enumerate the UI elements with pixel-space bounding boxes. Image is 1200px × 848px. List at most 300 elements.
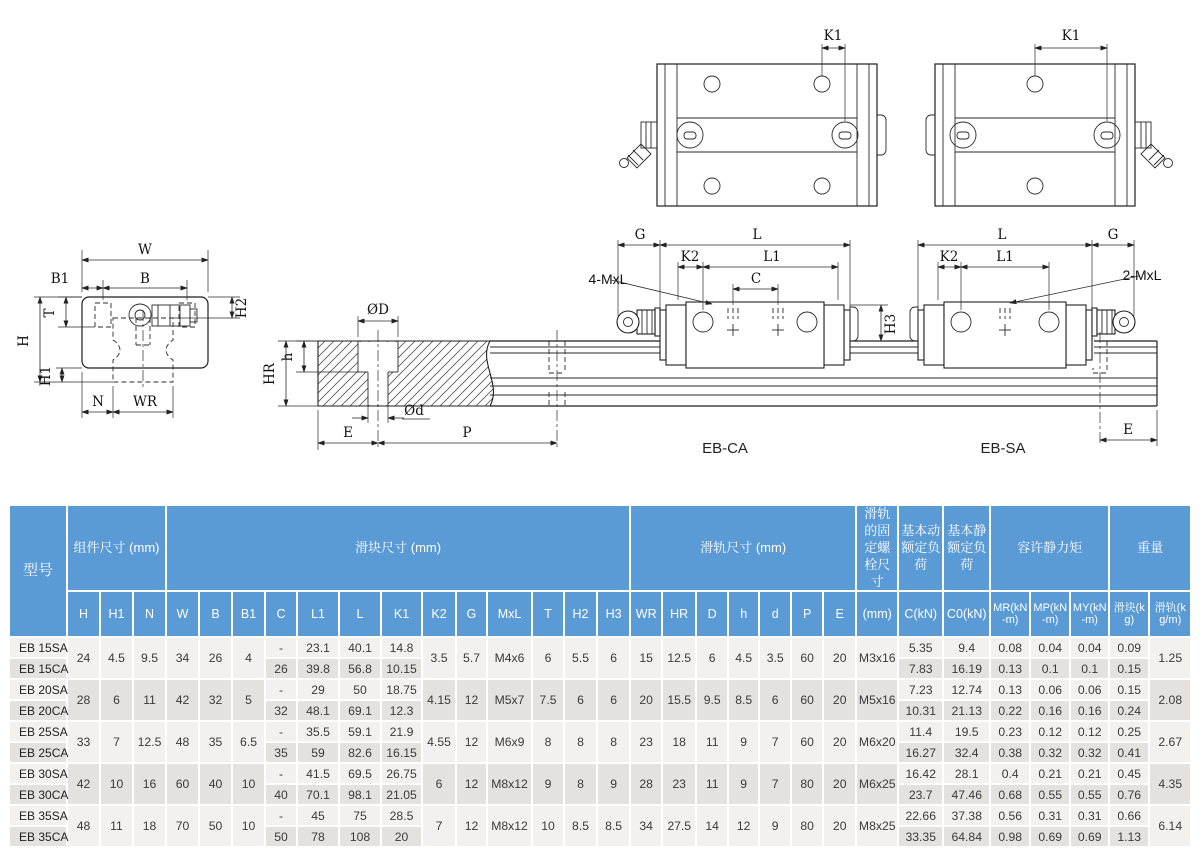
cell-my: 0.12 [1071, 722, 1108, 741]
cell-h1: 4.5 [101, 638, 132, 678]
col-header-1-7: K2 [423, 592, 455, 636]
dim-label-k1-ca: K1 [823, 28, 843, 44]
cell-h1: 7 [101, 722, 132, 762]
callout-2mxl: 2-MxL [1122, 267, 1162, 283]
cell-block-kg: 0.15 [1110, 659, 1148, 678]
dim-label-w: W [138, 242, 152, 258]
col-header-1-11: H2 [565, 592, 596, 636]
cell-h: 28 [68, 680, 99, 720]
table-row [10, 722, 1190, 741]
cell-h2: 5.5 [565, 638, 596, 678]
cell-wr: 20 [631, 680, 661, 720]
group-header-assembly-size: 组件尺寸 (mm) [68, 506, 165, 590]
cell-w: 42 [167, 680, 198, 720]
cell-c-kn: 11.4 [899, 722, 942, 741]
cell-c-kn: 33.35 [899, 827, 942, 846]
cell-mxl: M8x12 [488, 806, 531, 846]
cell-t: 6 [533, 638, 563, 678]
cell-p: 60 [792, 680, 822, 720]
cell-d: 7 [760, 764, 790, 804]
cell-mr: 0.68 [991, 785, 1029, 804]
cell-l: 75 [340, 806, 380, 825]
cell-g: 12 [457, 722, 486, 762]
cell-model: EB 20SA [10, 680, 66, 699]
cell-p: 60 [792, 638, 822, 678]
cell-b1: 6.5 [233, 722, 264, 762]
cell-model: EB 30CA [10, 785, 66, 804]
cell-l: 56.8 [340, 659, 380, 678]
dim-label-g-ca: G [634, 227, 646, 243]
cell-wr: 15 [631, 638, 661, 678]
cell-h: 33 [68, 722, 99, 762]
col-header-2-3: h [729, 592, 758, 636]
col-header-1-3: C [266, 592, 296, 636]
cell-w: 60 [167, 764, 198, 804]
cell-wr: 28 [631, 764, 661, 804]
cell-model: EB 35SA [10, 806, 66, 825]
cell-b1: 4 [233, 638, 264, 678]
cell-h: 8.5 [729, 680, 758, 720]
table-row [10, 638, 1190, 657]
cell-d: 3.5 [760, 638, 790, 678]
cell-b: 32 [200, 680, 231, 720]
cell-k1: 21.05 [382, 785, 421, 804]
side-view-eb-ca [589, 227, 899, 457]
cell-model: EB 35CA [10, 827, 66, 846]
cell-hr: 12.5 [663, 638, 695, 678]
cell-l1: 39.8 [298, 659, 338, 678]
cell-d: 11 [697, 764, 727, 804]
cell-bolt-mm: M5x16 [857, 680, 897, 720]
cell-rail-kg-m: 1.25 [1150, 638, 1190, 678]
table-group-header-row [10, 506, 1190, 590]
cell-block-kg: 0.24 [1110, 701, 1148, 720]
cell-k1: 20 [382, 827, 421, 846]
cell-c: - [266, 722, 296, 741]
cell-h1: 6 [101, 680, 132, 720]
cell-c0-kn: 28.1 [944, 764, 989, 783]
col-header-1-6: K1 [382, 592, 421, 636]
cell-my: 0.06 [1071, 680, 1108, 699]
col-header-1-12: H3 [598, 592, 629, 636]
cell-w: 34 [167, 638, 198, 678]
col-header-0-1: H1 [101, 592, 132, 636]
cell-mp: 0.21 [1031, 764, 1069, 783]
cell-my: 0.1 [1071, 659, 1108, 678]
cell-wr: 23 [631, 722, 661, 762]
col-header-1-8: G [457, 592, 486, 636]
cell-rail-kg-m: 2.08 [1150, 680, 1190, 720]
cell-d: 6 [760, 680, 790, 720]
col-header-6-1: MP(kN-m) [1031, 592, 1069, 636]
cell-h: 9 [729, 722, 758, 762]
cell-e: 20 [824, 638, 855, 678]
cell-model: EB 25SA [10, 722, 66, 741]
cell-t: 9 [533, 764, 563, 804]
cell-mr: 0.08 [991, 638, 1029, 657]
cell-mxl: M4x6 [488, 638, 531, 678]
cell-e: 20 [824, 722, 855, 762]
dim-label-t: T [42, 308, 58, 318]
cell-l1: 48.1 [298, 701, 338, 720]
cell-n: 18 [134, 806, 165, 846]
dim-label-h3: H3 [883, 313, 899, 335]
group-header-weight: 重量 [1110, 506, 1190, 590]
cell-k2: 3.5 [423, 638, 455, 678]
cell-my: 0.04 [1071, 638, 1108, 657]
dim-label-k2-ca: K2 [680, 249, 700, 265]
cell-b1: 10 [233, 764, 264, 804]
cell-mr: 0.23 [991, 722, 1029, 741]
cell-l: 108 [340, 827, 380, 846]
cell-mr: 0.38 [991, 743, 1029, 762]
cell-c-kn: 23.7 [899, 785, 942, 804]
cell-mxl: M6x9 [488, 722, 531, 762]
cell-c0-kn: 12.74 [944, 680, 989, 699]
view-caption-eb-ca: EB-CA [702, 440, 748, 457]
spec-table [8, 504, 1192, 848]
cell-rail-kg-m: 4.35 [1150, 764, 1190, 804]
col-header-1-1: B [200, 592, 231, 636]
cell-h2: 6 [565, 680, 596, 720]
col-header-7-1: 滑轨(kg/m) [1150, 592, 1190, 636]
cell-c0-kn: 16.19 [944, 659, 989, 678]
cell-l1: 35.5 [298, 722, 338, 741]
cell-c-kn: 16.27 [899, 743, 942, 762]
dim-label-l1-ca: L1 [763, 249, 781, 265]
block-top-view-ca [620, 28, 887, 206]
cell-block-kg: 0.15 [1110, 680, 1148, 699]
cell-my: 0.16 [1071, 701, 1108, 720]
cell-t: 10 [533, 806, 563, 846]
cell-h2: 8.5 [565, 806, 596, 846]
col-header-3-0: (mm) [857, 592, 897, 636]
cell-c0-kn: 47.46 [944, 785, 989, 804]
cell-bolt-mm: M6x20 [857, 722, 897, 762]
cell-bolt-mm: M6x25 [857, 764, 897, 804]
cell-c0-kn: 9.4 [944, 638, 989, 657]
cell-mp: 0.16 [1031, 701, 1069, 720]
cell-h: 4.5 [729, 638, 758, 678]
view-caption-eb-sa: EB-SA [980, 440, 1026, 457]
dim-label-n: N [92, 394, 104, 410]
col-header-1-0: W [167, 592, 198, 636]
cell-l: 59.1 [340, 722, 380, 741]
cell-l: 40.1 [340, 638, 380, 657]
cell-c0-kn: 21.13 [944, 701, 989, 720]
cell-n: 16 [134, 764, 165, 804]
cell-g: 12 [457, 806, 486, 846]
cell-mp: 0.04 [1031, 638, 1069, 657]
group-header-dynamic-load: 基本动额定负荷 [899, 506, 942, 590]
cell-mp: 0.32 [1031, 743, 1069, 762]
dim-label-p: P [462, 425, 472, 441]
cell-wr: 34 [631, 806, 661, 846]
cell-h: 48 [68, 806, 99, 846]
cell-l1: 59 [298, 743, 338, 762]
dim-label-h: H [16, 335, 32, 347]
cell-my: 0.21 [1071, 764, 1108, 783]
cell-bolt-mm: M3x16 [857, 638, 897, 678]
cell-k2: 6 [423, 764, 455, 804]
dim-label-e-rail: E [343, 425, 353, 441]
cell-h3: 6 [598, 638, 629, 678]
dim-label-h2: H2 [234, 297, 250, 319]
cell-d: 7 [760, 722, 790, 762]
cell-block-kg: 0.25 [1110, 722, 1148, 741]
cell-b1: 5 [233, 680, 264, 720]
cell-c-kn: 22.66 [899, 806, 942, 825]
cell-c: 26 [266, 659, 296, 678]
cell-mr: 0.98 [991, 827, 1029, 846]
cell-l1: 23.1 [298, 638, 338, 657]
dim-label-l-ca: L [752, 227, 762, 243]
cell-h2: 8 [565, 764, 596, 804]
col-header-2-4: d [760, 592, 790, 636]
col-header-2-5: P [792, 592, 822, 636]
dim-label-k2-sa: K2 [939, 249, 959, 265]
block-front-view [16, 242, 250, 418]
cell-mp: 0.69 [1031, 827, 1069, 846]
cell-mp: 0.55 [1031, 785, 1069, 804]
col-header-1-5: L [340, 592, 380, 636]
cell-rail-kg-m: 2.67 [1150, 722, 1190, 762]
cell-block-kg: 1.13 [1110, 827, 1148, 846]
cell-mr: 0.22 [991, 701, 1029, 720]
cell-model: EB 25CA [10, 743, 66, 762]
cell-l: 50 [340, 680, 380, 699]
cell-w: 70 [167, 806, 198, 846]
cell-mr: 0.13 [991, 659, 1029, 678]
dim-label-g-sa: G [1107, 227, 1119, 243]
cell-c-kn: 7.23 [899, 680, 942, 699]
cell-my: 0.31 [1071, 806, 1108, 825]
cell-d: 6 [697, 638, 727, 678]
dim-label-wr: WR [132, 394, 158, 410]
group-header-rail-size: 滑轨尺寸 (mm) [631, 506, 855, 590]
cell-t: 8 [533, 722, 563, 762]
cell-model: EB 30SA [10, 764, 66, 783]
col-header-0-0: H [68, 592, 99, 636]
cell-mp: 0.06 [1031, 680, 1069, 699]
cell-k1: 16.15 [382, 743, 421, 762]
group-header-static-moment: 容许静力矩 [991, 506, 1108, 590]
cell-block-kg: 0.76 [1110, 785, 1148, 804]
dim-label-l-sa: L [997, 227, 1007, 243]
col-header-6-0: MR(kN-m) [991, 592, 1029, 636]
col-header-2-6: E [824, 592, 855, 636]
col-header-2-0: WR [631, 592, 661, 636]
col-header-5-0: C0(kN) [944, 592, 989, 636]
cell-b: 26 [200, 638, 231, 678]
dim-label-d-big: ØD [367, 302, 389, 318]
cell-e: 20 [824, 764, 855, 804]
cell-l1: 29 [298, 680, 338, 699]
col-header-7-0: 滑块(kg) [1110, 592, 1148, 636]
col-header-1-4: L1 [298, 592, 338, 636]
cell-my: 0.55 [1071, 785, 1108, 804]
cell-l1: 41.5 [298, 764, 338, 783]
dim-label-l1-sa: L1 [996, 249, 1014, 265]
cell-c: - [266, 638, 296, 657]
spec-table-body [10, 638, 1190, 846]
col-header-0-2: N [134, 592, 165, 636]
cell-c: 40 [266, 785, 296, 804]
cell-l1: 70.1 [298, 785, 338, 804]
dim-label-hr: HR [262, 363, 278, 385]
dim-label-b: B [140, 271, 150, 287]
cell-k2: 4.55 [423, 722, 455, 762]
cell-e: 20 [824, 806, 855, 846]
group-header-static-load: 基本静额定负荷 [944, 506, 989, 590]
cell-d: 9.5 [697, 680, 727, 720]
cell-h2: 8 [565, 722, 596, 762]
cell-mp: 0.31 [1031, 806, 1069, 825]
cell-c: - [266, 680, 296, 699]
cell-h: 9 [729, 764, 758, 804]
cell-block-kg: 0.09 [1110, 638, 1148, 657]
cell-c0-kn: 19.5 [944, 722, 989, 741]
cell-mxl: M5x7 [488, 680, 531, 720]
cell-k1: 18.75 [382, 680, 421, 699]
cell-h3: 6 [598, 680, 629, 720]
cell-l: 69.5 [340, 764, 380, 783]
cell-b: 50 [200, 806, 231, 846]
cell-h3: 9 [598, 764, 629, 804]
cell-d: 14 [697, 806, 727, 846]
cell-l1: 45 [298, 806, 338, 825]
cell-h: 42 [68, 764, 99, 804]
cell-k1: 14.8 [382, 638, 421, 657]
col-header-6-2: MY(kN-m) [1071, 592, 1108, 636]
dim-label-h1: H1 [38, 365, 54, 387]
cell-k2: 7 [423, 806, 455, 846]
dim-label-e-sa: E [1123, 422, 1133, 438]
cell-n: 11 [134, 680, 165, 720]
cell-model: EB 15CA [10, 659, 66, 678]
cell-g: 12 [457, 680, 486, 720]
cell-c: - [266, 806, 296, 825]
cell-l: 82.6 [340, 743, 380, 762]
cell-my: 0.32 [1071, 743, 1108, 762]
cell-hr: 15.5 [663, 680, 695, 720]
table-sub-header-row [10, 592, 1190, 636]
dim-label-h-rail: h [280, 352, 296, 362]
cell-h3: 8 [598, 722, 629, 762]
cell-b1: 10 [233, 806, 264, 846]
col-header-1-9: MxL [488, 592, 531, 636]
cell-c: 35 [266, 743, 296, 762]
cell-hr: 27.5 [663, 806, 695, 846]
cell-g: 5.7 [457, 638, 486, 678]
cell-h: 12 [729, 806, 758, 846]
col-header-1-2: B1 [233, 592, 264, 636]
cell-mr: 0.56 [991, 806, 1029, 825]
cell-k1: 26.75 [382, 764, 421, 783]
cell-p: 60 [792, 722, 822, 762]
cell-n: 9.5 [134, 638, 165, 678]
cell-h3: 8.5 [598, 806, 629, 846]
cell-h1: 11 [101, 806, 132, 846]
cell-my: 0.69 [1071, 827, 1108, 846]
cell-mp: 0.12 [1031, 722, 1069, 741]
cell-model: EB 20CA [10, 701, 66, 720]
cell-model: EB 15SA [10, 638, 66, 657]
side-view-eb-sa [910, 227, 1162, 457]
cell-l: 69.1 [340, 701, 380, 720]
cell-l: 98.1 [340, 785, 380, 804]
cell-c0-kn: 64.84 [944, 827, 989, 846]
cell-c-kn: 5.35 [899, 638, 942, 657]
cell-hr: 18 [663, 722, 695, 762]
cell-b: 35 [200, 722, 231, 762]
group-header-block-size: 滑块尺寸 (mm) [167, 506, 629, 590]
cell-c-kn: 16.42 [899, 764, 942, 783]
cell-w: 48 [167, 722, 198, 762]
cell-k1: 21.9 [382, 722, 421, 741]
cell-h1: 10 [101, 764, 132, 804]
group-header-rail-bolt-size: 滑轨的固定螺栓尺寸 [857, 506, 897, 590]
dim-label-k1-sa: K1 [1061, 28, 1081, 44]
cell-h: 24 [68, 638, 99, 678]
cell-c-kn: 10.31 [899, 701, 942, 720]
dim-label-c-ca: C [750, 271, 762, 287]
col-header-2-1: HR [663, 592, 695, 636]
cell-block-kg: 0.66 [1110, 806, 1148, 825]
cell-c0-kn: 37.38 [944, 806, 989, 825]
cell-d: 9 [760, 806, 790, 846]
cell-c: 32 [266, 701, 296, 720]
cell-c: - [266, 764, 296, 783]
cell-d: 11 [697, 722, 727, 762]
cell-k2: 4.15 [423, 680, 455, 720]
rail-section-view [262, 302, 565, 450]
cell-bolt-mm: M8x25 [857, 806, 897, 846]
cell-k1: 10.15 [382, 659, 421, 678]
cell-c-kn: 7.83 [899, 659, 942, 678]
cell-t: 7.5 [533, 680, 563, 720]
cell-mp: 0.1 [1031, 659, 1069, 678]
cell-rail-kg-m: 6.14 [1150, 806, 1190, 846]
cell-mr: 0.4 [991, 764, 1029, 783]
col-header-4-0: C(kN) [899, 592, 942, 636]
cell-block-kg: 0.45 [1110, 764, 1148, 783]
cell-g: 12 [457, 764, 486, 804]
cell-block-kg: 0.41 [1110, 743, 1148, 762]
dim-label-d-small: Ød [404, 403, 424, 419]
table-row [10, 806, 1190, 825]
cell-p: 80 [792, 764, 822, 804]
callout-4mxl: 4-MxL [588, 271, 628, 287]
cell-k1: 28.5 [382, 806, 421, 825]
cell-c0-kn: 32.4 [944, 743, 989, 762]
cell-c: 50 [266, 827, 296, 846]
col-header-1-10: T [533, 592, 563, 636]
cell-k1: 12.3 [382, 701, 421, 720]
cell-hr: 23 [663, 764, 695, 804]
model-column-header: 型号 [10, 506, 66, 636]
col-header-2-2: D [697, 592, 727, 636]
cell-p: 80 [792, 806, 822, 846]
cell-mr: 0.13 [991, 680, 1029, 699]
dim-label-b1: B1 [50, 271, 70, 287]
cell-n: 12.5 [134, 722, 165, 762]
table-row [10, 680, 1190, 699]
cell-l1: 78 [298, 827, 338, 846]
cell-e: 20 [824, 680, 855, 720]
cell-b: 40 [200, 764, 231, 804]
cell-mxl: M8x12 [488, 764, 531, 804]
